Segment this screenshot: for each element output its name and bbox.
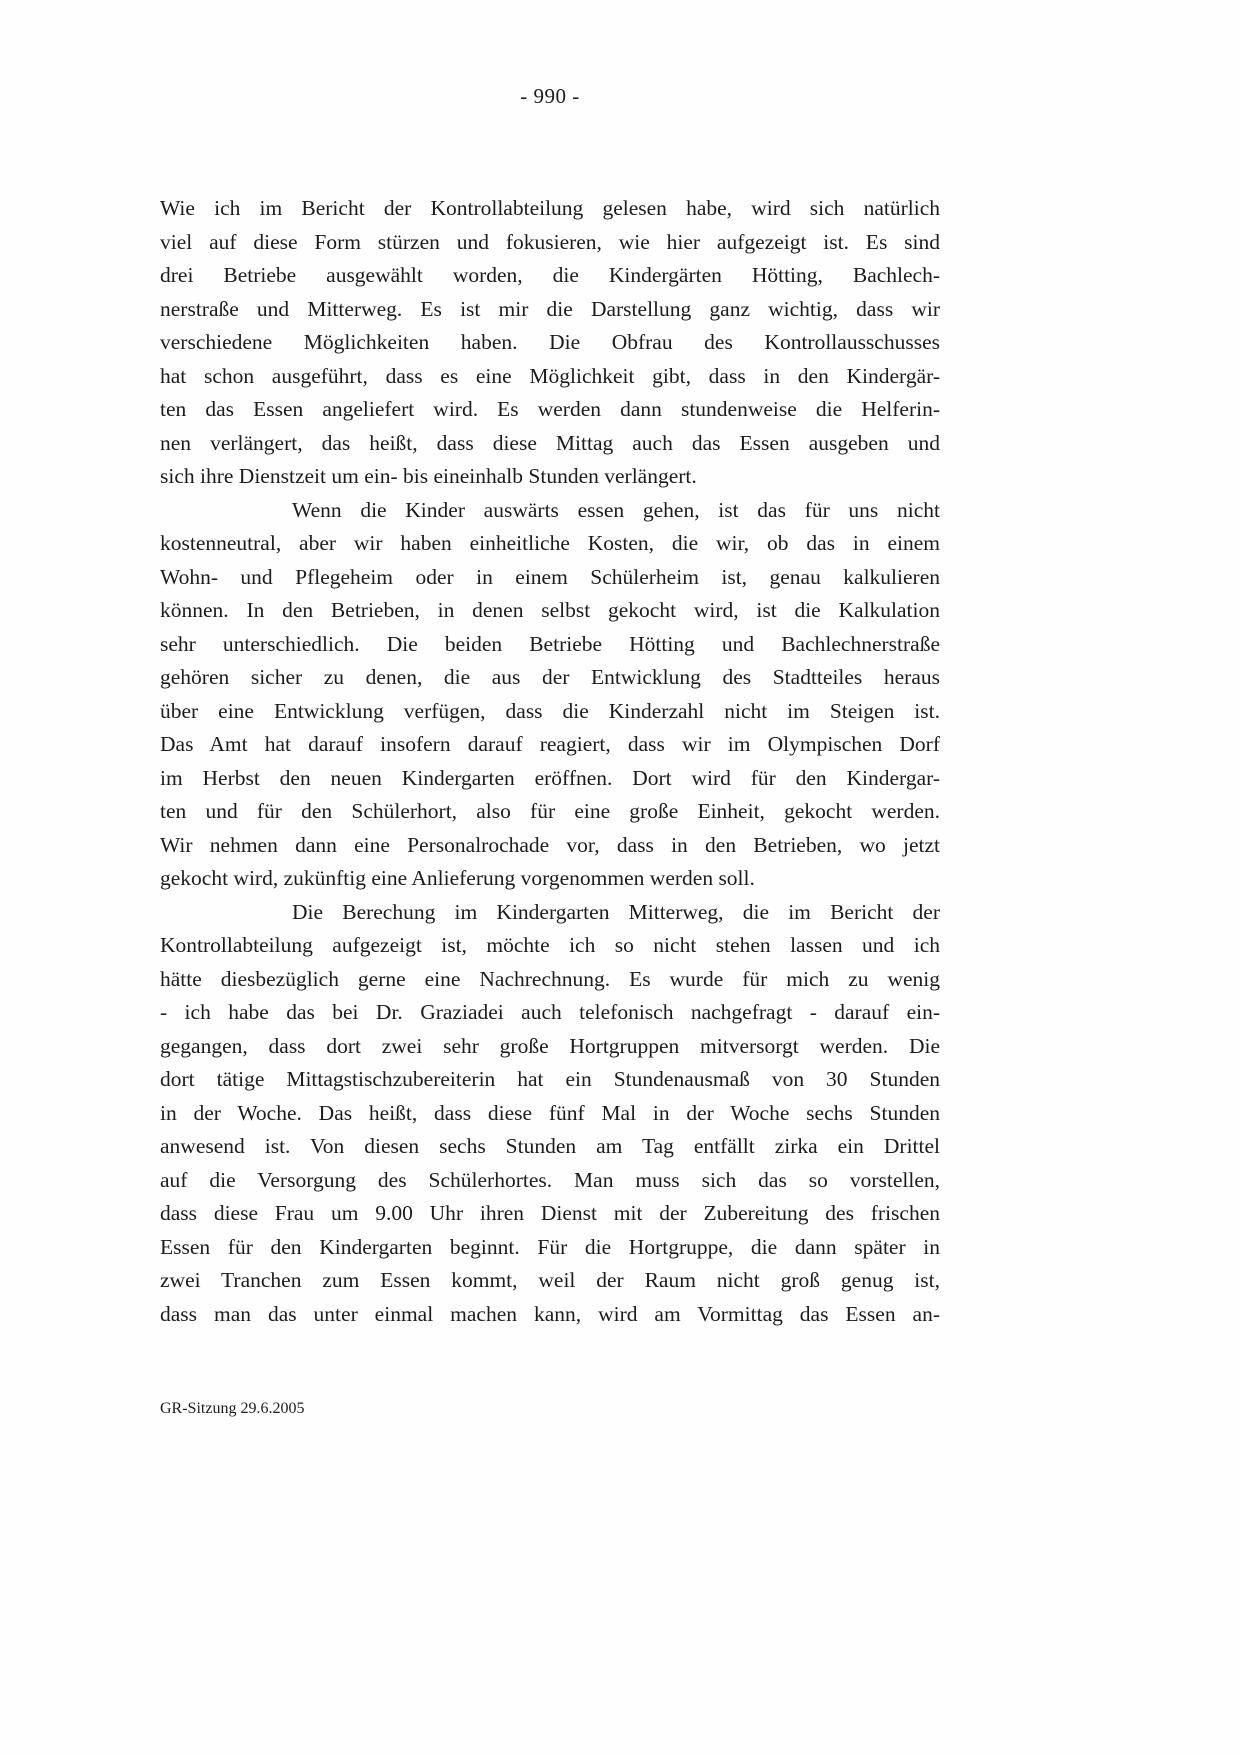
text-line: Die Berechung im Kindergarten Mitterweg, die im Bericht der bbox=[292, 899, 940, 924]
text-line: auf die Versorgung des Schülerhortes. Man muss sich das so vorstellen, bbox=[160, 1167, 940, 1192]
text-line: sich ihre Dienstzeit um ein- bis eineinhalb Stunden verlängert. bbox=[160, 464, 697, 488]
text-line: Wohn- und Pflegeheim oder in einem Schülerheim ist, genau kalkulieren bbox=[160, 564, 940, 589]
text-line: anwesend ist. Von diesen sechs Stunden am Tag entfällt zirka ein Drittel bbox=[160, 1134, 940, 1158]
text-line: im Herbst den neuen Kindergarten eröffnen. Dort wird für den Kindergar- bbox=[160, 765, 940, 790]
text-line: Wie ich im Bericht der Kontrollabteilung gelesen habe, wird sich natürlich bbox=[160, 196, 940, 220]
text-line: gegangen, dass dort zwei sehr große Hortgruppen mitversorgt werden. Die bbox=[160, 1033, 940, 1058]
text-line: sehr unterschiedlich. Die beiden Betriebe Hötting und Bachlechnerstraße bbox=[160, 631, 940, 656]
paragraph-3 bbox=[160, 896, 940, 1332]
text-line: Wir nehmen dann eine Personalrochade vor, dass in den Betrieben, wo jetzt bbox=[160, 832, 940, 857]
text-line: viel auf diese Form stürzen und fokusieren, wie hier aufgezeigt ist. Es sind bbox=[160, 229, 940, 254]
text-line: hätte diesbezüglich gerne eine Nachrechnung. Es wurde für mich zu wenig bbox=[160, 966, 940, 991]
text-line: - ich habe das bei Dr. Graziadei auch telefonisch nachgefragt - darauf ein- bbox=[160, 1000, 940, 1024]
text-line: dass man das unter einmal machen kann, wird am Vormittag das Essen an- bbox=[160, 1301, 940, 1326]
text-line: verschiedene Möglichkeiten haben. Die Obfrau des Kontrollausschusses bbox=[160, 330, 940, 354]
text-line: dort tätige Mittagstischzubereiterin hat ein Stundenausmaß von 30 Stunden bbox=[160, 1067, 940, 1091]
text-line: dass diese Frau um 9.00 Uhr ihren Dienst mit der Zubereitung des frischen bbox=[160, 1201, 940, 1225]
text-line: gehören sicher zu denen, die aus der Entwicklung des Stadtteiles heraus bbox=[160, 665, 940, 689]
text-line: können. In den Betrieben, in denen selbst gekocht wird, ist die Kalkulation bbox=[160, 598, 940, 622]
text-line: nerstraße und Mitterweg. Es ist mir die Darstellung ganz wichtig, dass wir bbox=[160, 296, 940, 321]
paragraph-2 bbox=[160, 494, 940, 896]
text-line: drei Betriebe ausgewählt worden, die Kindergärten Hötting, Bachlech- bbox=[160, 263, 940, 287]
text-line: ten und für den Schülerhort, also für eine große Einheit, gekocht werden. bbox=[160, 799, 940, 823]
text-line: Das Amt hat darauf insofern darauf reagiert, dass wir im Olympischen Dorf bbox=[160, 732, 940, 756]
text-line: über eine Entwicklung verfügen, dass die Kinderzahl nicht im Steigen ist. bbox=[160, 698, 940, 723]
text-line: nen verlängert, das heißt, dass diese Mittag auch das Essen ausgeben und bbox=[160, 430, 940, 455]
text-line: Wenn die Kinder auswärts essen gehen, ist das für uns nicht bbox=[292, 497, 940, 522]
page-number: - 990 - bbox=[520, 84, 580, 108]
footer-text: GR-Sitzung 29.6.2005 bbox=[160, 1400, 305, 1417]
text-line: Essen für den Kindergarten beginnt. Für die Hortgruppe, die dann später in bbox=[160, 1234, 940, 1259]
text-line: Kontrollabteilung aufgezeigt ist, möchte ich so nicht stehen lassen und ich bbox=[160, 933, 940, 957]
text-line: kostenneutral, aber wir haben einheitliche Kosten, die wir, ob das in einem bbox=[160, 531, 940, 555]
text-line: gekocht wird, zukünftig eine Anlieferung vorgenommen werden soll. bbox=[160, 866, 755, 890]
text-line: in der Woche. Das heißt, dass diese fünf Mal in der Woche sechs Stunden bbox=[160, 1100, 940, 1125]
paragraph-1 bbox=[160, 192, 940, 494]
text-line: zwei Tranchen zum Essen kommt, weil der Raum nicht groß genug ist, bbox=[160, 1268, 940, 1292]
document-body bbox=[160, 192, 940, 1331]
text-line: ten das Essen angeliefert wird. Es werden dann stundenweise die Helferin- bbox=[160, 397, 940, 421]
text-line: hat schon ausgeführt, dass es eine Möglichkeit gibt, dass in den Kindergär- bbox=[160, 363, 940, 388]
